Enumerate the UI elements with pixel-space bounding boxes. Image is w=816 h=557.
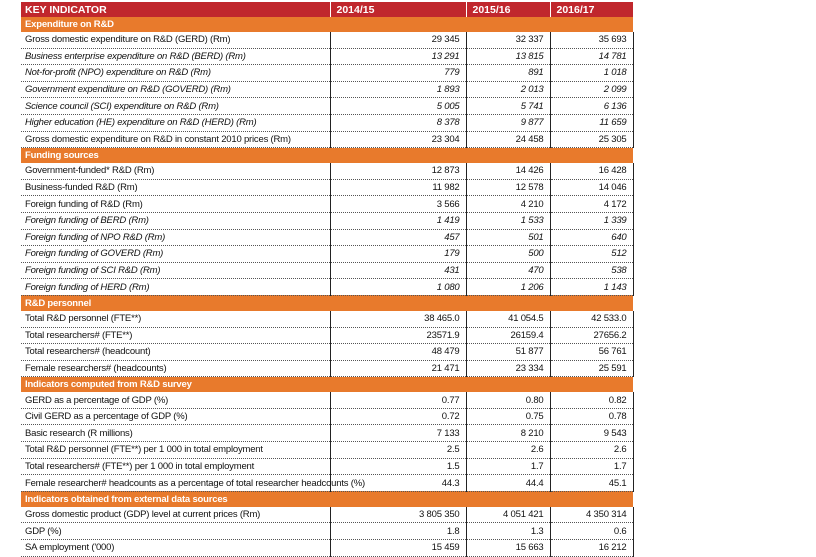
table-row [21,229,633,246]
row-value-2014-15: 7 133 [330,425,466,442]
row-value-2015-16: 1.3 [466,523,550,540]
row-value-2016-17: 35 693 [550,32,633,48]
row-value-2015-16: 891 [466,65,550,82]
row-value-2015-16: 1 533 [466,212,550,229]
table-row [21,458,633,475]
row-value-2015-16: 41 054.5 [466,311,550,327]
section-header-filler [550,148,633,164]
section-header-row [21,491,633,507]
row-value-2014-15: 779 [330,65,466,82]
table-row [21,212,633,229]
row-value-2016-17: 640 [550,229,633,246]
row-label: Gross domestic product (GDP) level at current prices (Rm) [21,507,330,523]
row-value-2014-15: 21 471 [330,360,466,377]
table-row [21,360,633,377]
row-value-2016-17: 42 533.0 [550,311,633,327]
row-value-2014-15: 3 566 [330,196,466,213]
section-header-filler [330,491,466,507]
table-row [21,425,633,442]
section-header-filler [550,17,633,32]
section-title: Indicators obtained from external data sources [21,491,330,507]
row-label: Gross domestic expenditure on R&D (GERD) (Rm) [21,32,330,48]
row-label: Not-for-profit (NPO) expenditure on R&D (Rm) [21,65,330,82]
table-body [21,17,633,556]
section-header-filler [330,377,466,393]
row-label: SA employment ('000) [21,540,330,557]
table-row [21,311,633,327]
section-header-row [21,377,633,393]
row-label: Foreign funding of SCI R&D (Rm) [21,262,330,279]
section-header-filler [466,377,550,393]
section-header-filler [466,295,550,311]
section-header-filler [466,148,550,164]
section-header-filler [466,491,550,507]
row-value-2014-15: 179 [330,246,466,263]
row-value-2015-16: 8 210 [466,425,550,442]
row-value-2015-16: 5 741 [466,98,550,115]
section-header-filler [550,491,633,507]
key-indicator-table-container [21,2,633,557]
row-value-2016-17: 1 018 [550,65,633,82]
table-row [21,392,633,408]
section-header-row [21,17,633,32]
row-value-2016-17: 538 [550,262,633,279]
row-value-2015-16: 1.7 [466,458,550,475]
row-value-2016-17: 1 143 [550,279,633,296]
row-value-2015-16: 14 426 [466,163,550,179]
row-value-2015-16: 4 210 [466,196,550,213]
row-value-2016-17: 2 099 [550,81,633,98]
row-label: Civil GERD as a percentage of GDP (%) [21,408,330,425]
row-value-2015-16: 32 337 [466,32,550,48]
row-value-2016-17: 14 046 [550,179,633,196]
row-label: Basic research (R millions) [21,425,330,442]
table-row [21,131,633,148]
key-indicator-table [21,2,634,557]
row-value-2014-15: 3 805 350 [330,507,466,523]
row-value-2014-15: 23571.9 [330,327,466,344]
row-value-2014-15: 11 982 [330,179,466,196]
row-value-2015-16: 51 877 [466,344,550,361]
table-row [21,408,633,425]
row-value-2014-15: 8 378 [330,114,466,131]
section-header-filler [330,295,466,311]
row-value-2015-16: 26159.4 [466,327,550,344]
row-value-2014-15: 5 005 [330,98,466,115]
table-row [21,507,633,523]
row-label: Total R&D personnel (FTE**) [21,311,330,327]
row-label: Foreign funding of R&D (Rm) [21,196,330,213]
row-value-2016-17: 16 212 [550,540,633,557]
table-row [21,32,633,48]
table-header [21,2,633,17]
header-key-indicator: KEY INDICATOR [21,2,330,17]
row-label: Science council (SCI) expenditure on R&D (Rm) [21,98,330,115]
table-row [21,262,633,279]
row-value-2015-16: 13 815 [466,48,550,65]
row-value-2015-16: 24 458 [466,131,550,148]
table-row [21,523,633,540]
section-header-row [21,295,633,311]
row-value-2016-17: 1.7 [550,458,633,475]
row-value-2014-15: 48 479 [330,344,466,361]
row-label: Foreign funding of HERD (Rm) [21,279,330,296]
row-value-2015-16: 0.75 [466,408,550,425]
row-value-2015-16: 9 877 [466,114,550,131]
table-row [21,65,633,82]
row-value-2015-16: 12 578 [466,179,550,196]
section-title: Funding sources [21,148,330,164]
row-value-2014-15: 457 [330,229,466,246]
row-value-2016-17: 45.1 [550,475,633,492]
row-label: Foreign funding of GOVERD (Rm) [21,246,330,263]
section-header-filler [330,148,466,164]
table-row [21,344,633,361]
row-value-2015-16: 4 051 421 [466,507,550,523]
row-value-2014-15: 38 465.0 [330,311,466,327]
row-label: Total researchers# (headcount) [21,344,330,361]
table-row [21,48,633,65]
row-value-2015-16: 15 663 [466,540,550,557]
row-value-2016-17: 11 659 [550,114,633,131]
table-row [21,114,633,131]
row-label: GDP (%) [21,523,330,540]
row-value-2014-15: 2.5 [330,442,466,459]
row-value-2014-15: 29 345 [330,32,466,48]
row-value-2016-17: 0.6 [550,523,633,540]
row-value-2014-15: 44.3 [330,475,466,492]
table-row [21,540,633,557]
row-label: Total R&D personnel (FTE**) per 1 000 in total employment [21,442,330,459]
row-label: Foreign funding of NPO R&D (Rm) [21,229,330,246]
header-year-2014-15: 2014/15 [330,2,466,17]
row-value-2015-16: 44.4 [466,475,550,492]
row-value-2014-15: 1.8 [330,523,466,540]
row-value-2014-15: 431 [330,262,466,279]
section-header-filler [330,17,466,32]
row-value-2014-15: 13 291 [330,48,466,65]
table-row [21,279,633,296]
row-value-2014-15: 1.5 [330,458,466,475]
row-value-2014-15: 1 419 [330,212,466,229]
row-label: Total researchers# (FTE**) [21,327,330,344]
row-value-2016-17: 9 543 [550,425,633,442]
row-value-2014-15: 1 080 [330,279,466,296]
row-value-2016-17: 0.82 [550,392,633,408]
section-header-filler [466,17,550,32]
table-row [21,179,633,196]
section-title: Indicators computed from R&D survey [21,377,330,393]
section-header-filler [550,377,633,393]
row-label: Business-funded R&D (Rm) [21,179,330,196]
row-value-2016-17: 25 591 [550,360,633,377]
row-label: Female researchers# (headcounts) [21,360,330,377]
row-value-2016-17: 14 781 [550,48,633,65]
row-value-2014-15: 12 873 [330,163,466,179]
row-value-2016-17: 16 428 [550,163,633,179]
row-label: Total researchers# (FTE**) per 1 000 in total employment [21,458,330,475]
row-value-2016-17: 56 761 [550,344,633,361]
row-value-2015-16: 501 [466,229,550,246]
row-value-2014-15: 0.72 [330,408,466,425]
row-label: Business enterprise expenditure on R&D (BERD) (Rm) [21,48,330,65]
row-label: Higher education (HE) expenditure on R&D (HERD) (Rm) [21,114,330,131]
row-value-2014-15: 1 893 [330,81,466,98]
header-row [21,2,633,17]
section-header-filler [550,295,633,311]
header-year-2015-16: 2015/16 [466,2,550,17]
table-row [21,327,633,344]
row-value-2015-16: 1 206 [466,279,550,296]
row-label: GERD as a percentage of GDP (%) [21,392,330,408]
row-value-2015-16: 2 013 [466,81,550,98]
row-value-2014-15: 15 459 [330,540,466,557]
row-value-2016-17: 27656.2 [550,327,633,344]
row-value-2014-15: 0.77 [330,392,466,408]
table-row [21,442,633,459]
table-row [21,246,633,263]
row-label: Female researcher# headcounts as a percentage of total researcher headcounts (%) [21,475,330,492]
row-value-2016-17: 25 305 [550,131,633,148]
header-year-2016-17: 2016/17 [550,2,633,17]
row-label: Gross domestic expenditure on R&D in constant 2010 prices (Rm) [21,131,330,148]
table-row [21,81,633,98]
row-value-2016-17: 0.78 [550,408,633,425]
row-value-2016-17: 4 350 314 [550,507,633,523]
row-value-2016-17: 6 136 [550,98,633,115]
table-row [21,475,633,492]
section-title: Expenditure on R&D [21,17,330,32]
row-label: Government-funded* R&D (Rm) [21,163,330,179]
row-value-2016-17: 1 339 [550,212,633,229]
section-title: R&D personnel [21,295,330,311]
table-row [21,196,633,213]
section-header-row [21,148,633,164]
row-value-2015-16: 500 [466,246,550,263]
row-value-2016-17: 4 172 [550,196,633,213]
row-label: Foreign funding of BERD (Rm) [21,212,330,229]
row-value-2014-15: 23 304 [330,131,466,148]
table-row [21,98,633,115]
row-value-2015-16: 0.80 [466,392,550,408]
table-row [21,163,633,179]
row-value-2015-16: 2.6 [466,442,550,459]
row-value-2016-17: 512 [550,246,633,263]
row-value-2016-17: 2.6 [550,442,633,459]
row-value-2015-16: 470 [466,262,550,279]
row-value-2015-16: 23 334 [466,360,550,377]
row-label: Government expenditure on R&D (GOVERD) (Rm) [21,81,330,98]
